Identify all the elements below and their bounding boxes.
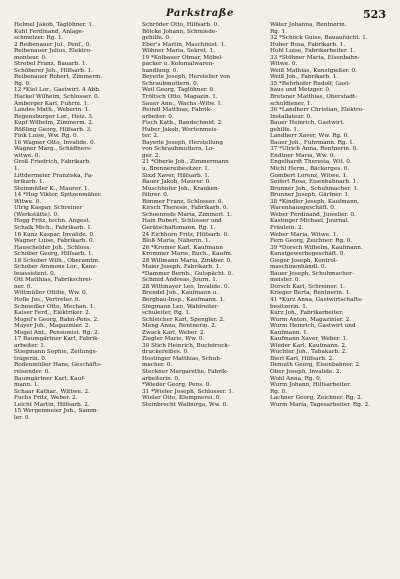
- directory-entry-line: trägerin. 0.: [14, 355, 47, 362]
- directory-entry-line: 1.: [14, 166, 20, 173]
- directory-entry-line: Wieler Otto, Klempnerei. 0.: [142, 395, 222, 402]
- directory-entry-line: Dorsch Karl, Schreiner. 1.: [270, 283, 345, 290]
- directory-entry-line: maschinenhändl. 0.: [270, 264, 327, 271]
- directory-entry-line: Schröder Otto, Hilfsarb. 0.: [142, 22, 220, 28]
- directory-entry-line: Hofle Jos., Vertreter. 0.: [14, 296, 81, 303]
- directory-entry-line: Fink Luise, Ww. Rg. 0.: [14, 133, 79, 140]
- directory-entry-line: arbeiterin. 0.: [142, 375, 180, 382]
- directory-entry-line: Reindl Matthias, Fabrik-: [142, 107, 212, 114]
- column-2: [142, 22, 262, 576]
- directory-entry-line: Wohl Anna, Rg. 0.: [270, 375, 322, 382]
- directory-entry-line: Witwe. 0.: [14, 198, 42, 205]
- directory-entry-line: Leicht Martin, Hilfsarb. 2.: [14, 401, 90, 408]
- directory-entry-line: mann. 1.: [14, 382, 40, 389]
- directory-entry-line: macher. 0.: [142, 362, 173, 369]
- directory-entry-line: 32 *Schöck Guise, Bauaufsicht. 1.: [270, 35, 368, 42]
- directory-entry-line: 30 Stich Heinrich, Buchdruck-: [142, 342, 230, 349]
- directory-entry-line: Strobel Franz, Bauarb. 1.: [14, 61, 88, 68]
- directory-entry-line: Hackel Wilhelm, Schlosser. 0.: [14, 94, 100, 101]
- directory-entry-line: Hain Robert, Schlosser und: [142, 218, 222, 225]
- directory-entry-line: 28 Willmann Maria, Zinkber. 0.: [142, 257, 232, 264]
- directory-entry-line: 16 Kunz Kaspar, Invalide. 0.: [14, 231, 95, 238]
- directory-entry-line: Amberger Karl, Fuhrm. 1.: [14, 100, 89, 107]
- directory-entry-line: Stiegmann Sophie, Zeitungs-: [14, 349, 98, 356]
- directory-entry-line: Weber Maria, Witwe. 1.: [270, 231, 339, 238]
- directory-entry-line: Schalk Mich., Fabrikarb. 1.: [14, 224, 93, 231]
- directory-entry-line: 24 Eichhorn Fritz, Hilfsarb. 0.: [142, 231, 229, 238]
- directory-entry-line: 26 *Kromer Karl, Kaufmann: [142, 244, 223, 251]
- directory-entry-line: Siegmann Leo, Wahlreiter-: [142, 303, 220, 310]
- directory-entry-line: führer. 0.: [142, 192, 169, 199]
- directory-entry-line: gehilfe. 0.: [142, 35, 171, 42]
- directory-entry-line: witwe. 0.: [14, 152, 41, 159]
- directory-entry-line: druckereibes. 0.: [142, 349, 189, 356]
- directory-entry-line: Kurz Joh., Fabrikarbeiter.: [270, 310, 344, 317]
- directory-entry-line: Bauer Jakob, Maurer. 0.: [142, 179, 212, 186]
- directory-entry-line: Rg. 1.: [270, 28, 287, 35]
- directory-entry-line: Wagner Marg., Schäffners-: [14, 146, 92, 153]
- directory-entry-line: Schober Georg, Hilfsarb. 1.: [14, 251, 94, 258]
- directory-entry-line: Rodenmüller Hans, Geschäfts-: [14, 362, 102, 369]
- directory-entry-line: Meng Anna, Rentnerin. 2.: [142, 323, 217, 330]
- directory-entry-line: Wuchter Joh., Tabakarb. 2.: [270, 349, 348, 356]
- column-3: [270, 22, 390, 576]
- directory-entry-line: Brunner Joh., Schuhmacher. 1.: [270, 185, 359, 192]
- directory-entry-line: Fern Georg, Zeichner. Rg. 0.: [270, 238, 353, 245]
- directory-entry-line: Kuhl Ferdinand, Anlage-: [14, 28, 85, 35]
- directory-entry-line: Sauer Ann., Wachs.-Witw. 1.: [142, 100, 223, 107]
- directory-entry-line: Sixzl Xaver, Hilfsarb. 1.: [142, 172, 210, 179]
- directory-entry-line: 41 *Kurz Anna, Gastwirtschafts-: [270, 296, 363, 303]
- directory-entry-line: Bayerle Joseph, Herstellung: [142, 139, 223, 146]
- directory-entry-line: Hohl Luise, Fabrikarbeiter. 1.: [270, 48, 356, 55]
- directory-entry-line: Hauschelder Joh., Schloss.: [14, 244, 91, 251]
- directory-entry-line: Witwe. 0.: [270, 61, 298, 68]
- directory-columns: [14, 22, 390, 576]
- directory-entry-line: Schöberer Joh., Hilfsarb. 1.: [14, 67, 93, 74]
- directory-entry-line: Hostinger Matthias, Schuh-: [142, 355, 222, 362]
- directory-entry-line: reisender. 0.: [14, 368, 50, 375]
- directory-entry-line: Steinmüller K., Maurer. 1.: [14, 185, 90, 192]
- directory-entry-line: Fuchs Fritz, Weber. 2.: [14, 395, 78, 402]
- directory-entry-line: Reibenauer Robert, Zimmerm.: [14, 74, 103, 81]
- directory-entry-line: Bauer Joseph, Schuhmacher-: [270, 270, 354, 277]
- directory-entry-line: 18 Schober Wilh., Oberamtm.: [14, 257, 100, 264]
- directory-entry-line: Schmedler Otto, Mechan. 1.: [14, 303, 96, 310]
- directory-entry-line: Lachner Georg, Zeichner. Rg. 2.: [270, 395, 363, 402]
- directory-entry-line: monteur. 0.: [14, 54, 47, 61]
- page-number: 523: [363, 8, 386, 21]
- directory-entry-line: brikarb. 1.: [14, 179, 45, 186]
- directory-entry-line: Ott Matthias, Fabrikschrei-: [14, 277, 93, 284]
- directory-entry-line: Bauer Joh., Fuhrmann. Rg. 1.: [270, 139, 355, 146]
- directory-entry-line: Steckner Margarethe, Fabrik-: [142, 368, 229, 375]
- directory-entry-line: Huber Jakob, Wortenmeis-: [142, 126, 219, 133]
- directory-entry-line: Fräulein. 2.: [270, 224, 304, 231]
- directory-entry-line: 15 Wergenmeier Joh., Samm-: [14, 408, 99, 415]
- directory-entry-line: 14 *Hog Viktor, Spitzenmäher.: [14, 192, 102, 199]
- directory-entry-line: Bimmer Franz, Schlosser. 0.: [142, 198, 224, 205]
- directory-entry-line: Steinbrecht Walburga, Ww. 0.: [142, 401, 229, 408]
- directory-entry-line: Brunner Joseph, Gärtner. 1.: [270, 192, 350, 199]
- directory-entry-line: 17 Baumgärtner Karl, Fabrik-: [14, 336, 100, 343]
- directory-entry-line: ter. 2.: [142, 133, 159, 140]
- directory-entry-line: Bloß Maria, Näherin. 1.: [142, 238, 211, 245]
- directory-entry-line: 16 Wagner Otto, Invalide. 0.: [14, 139, 96, 146]
- directory-entry-line: Schmid Andreas, Journ. 1.: [142, 277, 218, 284]
- directory-entry-line: Schoenreds Maria, Zimmerl. 1.: [142, 211, 232, 218]
- directory-entry-line: Ulrig Kaspar, Schreiner: [14, 205, 83, 212]
- directory-entry-line: 38 *Kindler Joseph, Kaufmann,: [270, 198, 360, 205]
- directory-entry-line: Gombert Lorenz, Witwe. 1.: [270, 172, 348, 179]
- directory-entry-line: Fisch Kath., Bandschmid. 2.: [142, 120, 223, 127]
- directory-entry-line: Wittmüller Ottilie, Ww. 0.: [14, 290, 88, 297]
- directory-entry-line: Schleicher Karl, Spengler. 2.: [142, 316, 225, 323]
- directory-entry-line: Weil Georg, Taglöhner. 0.: [142, 87, 215, 94]
- directory-entry-line: Wäter Johanna, Rentnerin.: [270, 22, 347, 28]
- directory-entry-line: Michl Herm., Bäckerges. 0.: [270, 166, 350, 173]
- directory-entry-line: Baumgärtner Karl, Kauf-: [14, 375, 86, 382]
- directory-entry-line: Huber Rosa, Fabrikarb. 1.: [270, 41, 346, 48]
- directory-entry-line: ler. 0.: [14, 414, 31, 421]
- directory-entry-line: gehilfe. 1.: [270, 126, 299, 133]
- directory-entry-line: Landherr Xaver, Ww. Rg. 0.: [270, 133, 350, 140]
- directory-entry-line: packer u. Kolonialwaren-: [142, 61, 215, 68]
- directory-entry-line: *Dammer Bernh., Gutspächt. 0.: [142, 270, 234, 277]
- directory-entry-line: Kaufmann Xaver, Weber. 1.: [270, 336, 348, 343]
- directory-entry-line: Helmel Jakob, Taglöhner. 1.: [14, 22, 94, 28]
- directory-entry-line: u. Brennereibesitzer. 1.: [142, 166, 210, 173]
- directory-entry-line: Bölcke Johann, Schmiede-: [142, 28, 218, 35]
- directory-entry-line: Krommer Marie, Buch., Kaufm.: [142, 251, 233, 258]
- directory-entry-line: Installateur. 0.: [270, 113, 312, 120]
- directory-entry-line: Kaufmann. 1.: [270, 329, 309, 336]
- directory-entry-line: Maier Joseph, Fabrikarb. 1.: [142, 264, 222, 271]
- directory-entry-line: Eber's Martin, Maschinist. 1.: [142, 41, 227, 48]
- directory-entry-line: schuleiter, Rg. 1.: [142, 310, 191, 317]
- directory-entry-line: Zwack Karl, Weber. 2.: [142, 329, 206, 336]
- directory-entry-line: Bergbau-Insp., Kaufmann. 1.: [142, 296, 225, 303]
- directory-entry-line: Reibenauer Julius, Elektro-: [14, 48, 92, 55]
- directory-entry-line: Mogel's Georg, Bahn-Pens. 2.: [14, 316, 100, 323]
- directory-entry-line: 28 Wittmayer Leo, Invalide. 0.: [142, 283, 230, 290]
- directory-entry-line: Muschhofer Joh., Kranken-: [142, 185, 220, 192]
- directory-entry-line: Beyerle Joseph, Hersteller von: [142, 74, 231, 81]
- directory-entry-line: 12 *Kiel Lor., Gastwirt. 4 Abb.: [14, 87, 101, 94]
- directory-entry-line: Wurm Maria, Tagesarbeiter. Rg. 2.: [270, 401, 370, 408]
- column-1: [14, 22, 134, 576]
- directory-entry-line: Littdermeier Franziska, Fa-: [14, 172, 94, 179]
- directory-entry-line: Rg. 0.: [270, 388, 287, 395]
- directory-entry-line: Mayer Joh., Magazinier. 2.: [14, 323, 91, 330]
- directory-entry-line: Krieger Berta, Rentnerin. 1.: [270, 290, 352, 297]
- directory-entry-line: besitzerin. 1.: [270, 303, 308, 310]
- directory-entry-line: Schaar Kathar., Wittwe. 2.: [14, 388, 90, 395]
- directory-entry-line: 35 *Rehrhofer Rudolf, Gast-: [270, 80, 351, 87]
- directory-entry-line: arbeiter. 0.: [142, 113, 174, 120]
- directory-entry-line: Gieger Joseph, Kontrol-: [270, 257, 338, 264]
- directory-entry-line: Bauer Heinrich, Gastwirt.: [270, 120, 345, 127]
- directory-entry-line: ner. 0.: [14, 283, 33, 290]
- directory-entry-line: Wöhner Maria, Sekret. 1.: [142, 48, 215, 55]
- directory-entry-line: ger. 2.: [142, 152, 161, 159]
- directory-entry-line: Rößling Georg, Hilfsarb. 3.: [14, 126, 92, 133]
- directory-entry-line: Schober Ammons Lor., Kanz-: [14, 264, 98, 271]
- directory-entry-line: Seifert Rosa, Eisenbahnarb. 1.: [270, 179, 359, 186]
- directory-entry-line: arbeiter. 1.: [14, 342, 46, 349]
- directory-entry-line: 19 *Kolbauer Otmar, Möbel-: [142, 54, 224, 61]
- directory-entry-line: Landes Math., Weberin. 1.: [14, 107, 91, 114]
- directory-entry-line: schmelzer. Rg. 1.: [14, 35, 64, 42]
- directory-entry-line: Endtner Maria, Ww. 0.: [270, 152, 336, 159]
- directory-entry-line: Wagner Luise, Fabrikarb. 0.: [14, 238, 95, 245]
- directory-entry-line: 31 *Wieler Joseph, Schlosser. 1.: [142, 388, 234, 395]
- directory-entry-line: Kupf Wilhelm, Zimmerm. 2.: [14, 120, 94, 127]
- directory-entry-line: Wurm Johann, Hilfsarbeiter.: [270, 382, 352, 389]
- directory-entry-line: 21 *Oberle Joh., Zimmermann: [142, 159, 229, 166]
- directory-entry-line: handlung. 0.: [142, 67, 179, 74]
- directory-entry-line: von Schraubmuttern, Lo-: [142, 146, 215, 153]
- directory-entry-line: Brendel Joh., Kaufmann u.: [142, 290, 219, 297]
- directory-entry-line: haus und Metzger. 0.: [270, 87, 331, 94]
- directory-entry-line: Bretsner Matthias, Oberstadt-: [270, 94, 358, 101]
- directory-entry-line: Kastinger Michael, Journal.: [270, 218, 350, 225]
- directory-entry-line: Ober Joseph, Invalide. 2.: [270, 368, 342, 375]
- directory-entry-line: Mogel Ant., Pensionist. Rg. 2.: [14, 329, 100, 336]
- directory-entry-line: Rg. 0.: [14, 80, 31, 87]
- directory-entry-line: Weiß Mathias, Kunstgießer. 0.: [270, 67, 357, 74]
- directory-entry-line: Wieder Karl, Kaufmann. 2.: [270, 342, 347, 349]
- directory-entry-line: leiassistent. 0.: [14, 270, 56, 277]
- directory-entry-line: Regensburger Lor., Heiz. 3.: [14, 113, 94, 120]
- directory-entry-line: Demuth Georg, Eisenbahner. 2.: [270, 362, 361, 369]
- directory-entry-line: Wurm Anton, Magazinier. 2.: [270, 316, 352, 323]
- directory-entry-line: Kunstgewerbegeschäft. 0.: [270, 251, 346, 258]
- directory-entry-line: 37 *Ulrich Anna, Rentnerin. 0.: [270, 146, 359, 153]
- directory-entry-line: Kirsch Theresie, Fabrikarb. 0.: [142, 205, 229, 212]
- directory-entry-line: Tröltsch Otto, Magazin. 1.: [142, 94, 218, 101]
- directory-entry-line: meister. 0.: [270, 277, 301, 284]
- directory-entry-line: Warenhausgeschäft. 0.: [270, 205, 336, 212]
- directory-entry-line: Kaiser Ferd., Elektriker. 2.: [14, 310, 91, 317]
- directory-entry-line: 33 *Stöhner Maria, Eisenbahn-: [270, 54, 360, 61]
- directory-entry-line: Gerätschaftsmann. Rg. 1.: [142, 224, 216, 231]
- directory-entry-line: *Wieder Georg, Pens. 0.: [142, 382, 212, 389]
- directory-entry-line: Weber Ferdinand, Juwelier. 0.: [270, 211, 356, 218]
- directory-entry-line: Bierl Karl, Hilfsarb. 2.: [270, 355, 334, 362]
- directory-entry-line: Wurm Heinrich, Gastwirt und: [270, 323, 356, 330]
- directory-entry-line: Groß Friedrich, Fabrikarb.: [14, 159, 91, 166]
- directory-entry-line: Weiß Joh., Fabrikarb. 1.: [270, 74, 339, 81]
- directory-entry-line: Hogg Fritz, techn. Angest.: [14, 218, 91, 225]
- directory-entry-line: 39 *Dorsch Wilhelm, Kaufmann.: [270, 244, 363, 251]
- directory-entry-line: (Werkstätte). 0.: [14, 211, 59, 218]
- directory-entry-line: Engelhardt Theresia, Wit. 0.: [270, 159, 352, 166]
- directory-entry-line: Schraubmuttern. 0.: [142, 80, 199, 87]
- directory-entry-line: schuldiener. 1.: [270, 100, 313, 107]
- directory-entry-line: 2 Reibenauer Jul., Penf., 0.: [14, 41, 92, 48]
- directory-entry-line: 36 *Landherr Christian, Elektro-: [270, 107, 365, 114]
- directory-entry-line: Ziegler Marie, Ww. 0.: [142, 336, 205, 343]
- running-head: Parkstraße: [166, 8, 234, 19]
